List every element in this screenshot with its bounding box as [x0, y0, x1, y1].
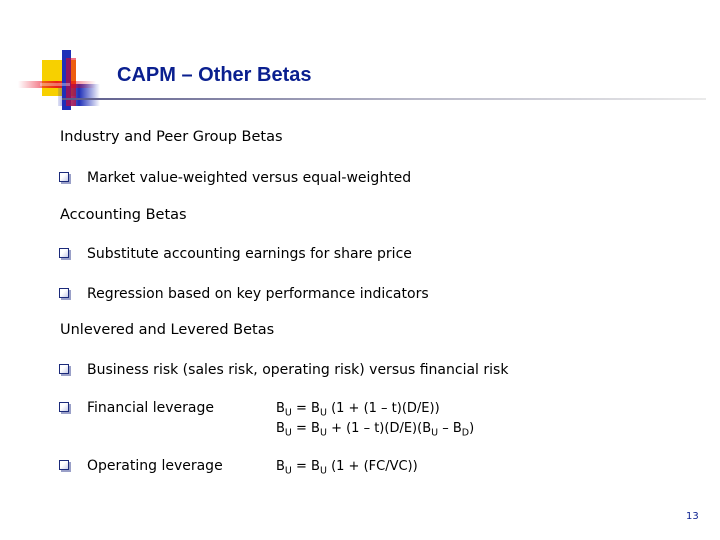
checkbox-bullet-icon — [59, 248, 69, 258]
formula-financial-leverage-2: $B_U = B_U + (1 - t)(D/E)(B_U - B_D)$ — [276, 421, 475, 439]
checkbox-bullet-icon — [59, 402, 69, 412]
checkbox-bullet-icon — [59, 364, 69, 374]
bullet-text: Operating leverage — [87, 458, 223, 474]
bullet-text: Market value-weighted versus equal-weighted — [87, 170, 412, 186]
page-number: 13 — [686, 511, 699, 522]
decorative-squares-logo-icon — [0, 0, 110, 120]
title-underline — [62, 98, 706, 100]
bullet-text: Substitute accounting earnings for share price — [87, 246, 412, 262]
section-heading-accounting: Accounting Betas — [60, 207, 187, 223]
formula-operating-leverage: $B_U = B_U$ (1 + (FC/VC)) — [276, 459, 418, 477]
section-heading-unlevered-levered: Unlevered and Levered Betas — [60, 322, 275, 338]
bullet-text: Business risk (sales risk, operating risk) versus financial risk — [87, 362, 509, 378]
formula-financial-leverage-1: $B_U = B_U$ (1 + (1 – t)(D/E)) — [276, 401, 440, 419]
bullet-text: Financial leverage — [87, 400, 214, 416]
checkbox-bullet-icon — [59, 288, 69, 298]
bullet-text: Regression based on key performance indicators — [87, 286, 429, 302]
checkbox-bullet-icon — [59, 460, 69, 470]
slide-title: CAPM – Other Betas — [117, 64, 312, 86]
section-heading-industry-peer: Industry and Peer Group Betas — [60, 129, 283, 145]
checkbox-bullet-icon — [59, 172, 69, 182]
